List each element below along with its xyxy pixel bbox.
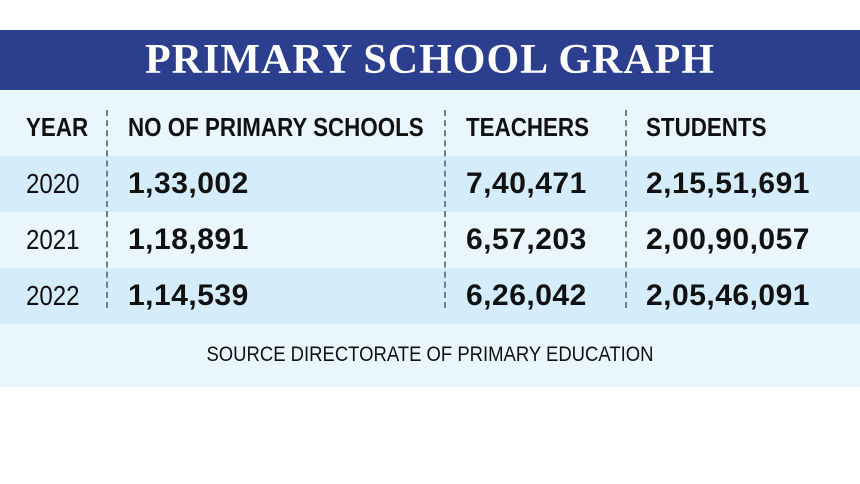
cell-schools: 1,33,002 [128, 167, 249, 200]
table-row-2021 [0, 212, 860, 268]
cell-schools: 1,14,539 [128, 279, 249, 312]
cell-year: 2022 [26, 280, 80, 311]
header-year: YEAR [26, 111, 89, 142]
header-teachers: TEACHERS [466, 111, 589, 142]
table-header-row [0, 98, 860, 156]
title-banner [0, 30, 860, 90]
column-divider [625, 110, 627, 308]
header-students: STUDENTS [646, 111, 767, 142]
cell-students: 2,00,90,057 [646, 223, 810, 256]
header-schools: NO OF PRIMARY SCHOOLS [128, 111, 424, 142]
column-divider [106, 110, 108, 308]
cell-year: 2020 [26, 168, 80, 199]
cell-teachers: 6,26,042 [466, 279, 587, 312]
cell-teachers: 7,40,471 [466, 167, 587, 200]
cell-schools: 1,18,891 [128, 223, 249, 256]
table-row-2020 [0, 156, 860, 212]
cell-students: 2,15,51,691 [646, 167, 810, 200]
cell-students: 2,05,46,091 [646, 279, 810, 312]
cell-teachers: 6,57,203 [466, 223, 587, 256]
cell-year: 2021 [26, 224, 80, 255]
column-divider [444, 110, 446, 308]
chart-title: PRIMARY SCHOOL GRAPH [145, 37, 715, 83]
table-row-2022 [0, 268, 860, 324]
source-note: SOURCE DIRECTORATE OF PRIMARY EDUCATION [206, 343, 654, 366]
